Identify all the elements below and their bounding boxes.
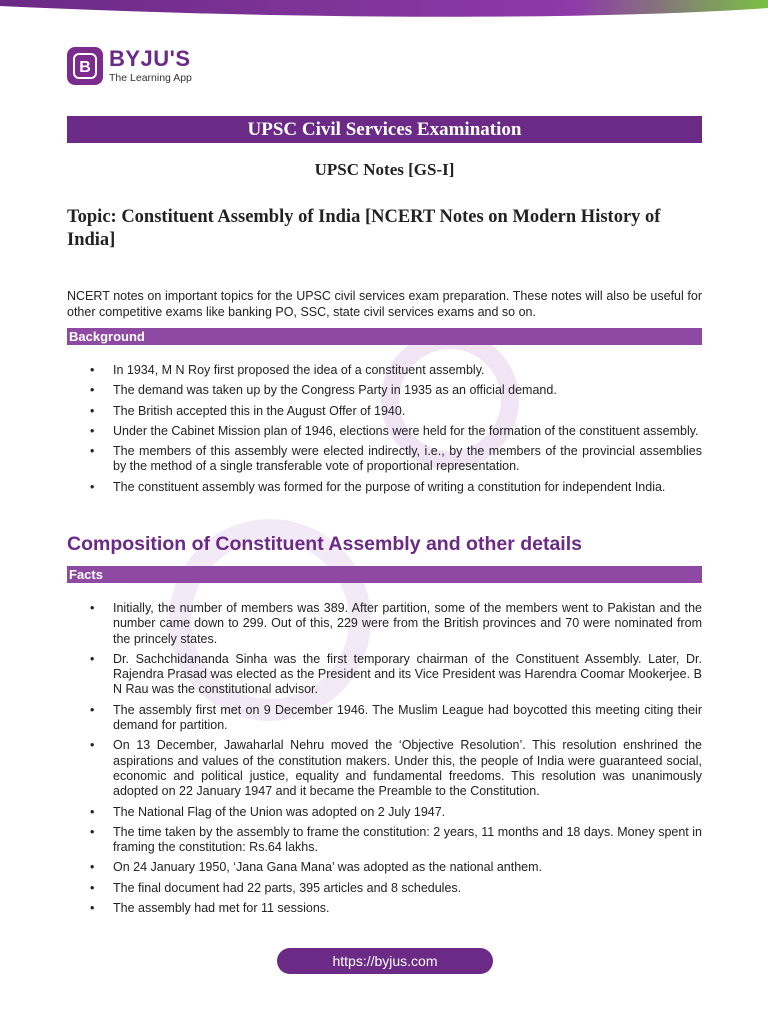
byjus-logo-mark: [67, 47, 103, 85]
list-item: • The constituent assembly was formed for the purpose of writing a constitution for independent India.: [90, 479, 666, 494]
exam-title-bar: UPSC Civil Services Examination: [67, 116, 702, 143]
brand-tagline: The Learning App: [109, 72, 192, 85]
notes-title: UPSC Notes [GS-I]: [314, 160, 455, 179]
list-item: • The British accepted this in the August Offer of 1940.: [90, 403, 406, 418]
list-item: • Under the Cabinet Mission plan of 1946, elections were held for the formation of the constituent assembly.: [90, 423, 699, 438]
list-item: • The assembly had met for 11 sessions.: [90, 901, 330, 916]
list-item: • Dr. Sachchidananda Sinha was the first temporary chairman of the Constituent Assembly. Later, Dr. Rajendra Prasad was elected as the President and its Vice President was Harendra Coomar Mookerjee. B N Rau was the constitutional advisor.: [90, 651, 702, 697]
list-item: • In 1934, M N Roy first proposed the idea of a constituent assembly.: [90, 363, 485, 377]
list-item: • The final document had 22 parts, 395 articles and 8 schedules.: [90, 880, 462, 895]
list-item: • Initially, the number of members was 389. After partition, some of the members went to Pakistan and the number came down to 299. Out of this, 229 were from the British provinces and 70 were nominated from the princely states.: [90, 601, 702, 646]
facts-list: [90, 601, 702, 921]
list-item: • On 24 January 1950, ‘Jana Gana Mana’ was adopted as the national anthem.: [90, 860, 542, 875]
svg-text:B: B: [79, 59, 91, 76]
brand-name: BYJU'S: [109, 46, 191, 72]
list-item: • On 13 December, Jawaharlal Nehru moved the ‘Objective Resolution’. This resolution enshrined the aspirations and values of the constitution makers. Under this, the people of India were guaranteed social, economic and political justice, equality and fundamental freedoms. This resolution was unanimously adopted on 22 January 1947 and it became the Preamble to the Constitution.: [90, 738, 702, 799]
list-item: • The demand was taken up by the Congress Party in 1935 as an official demand.: [90, 383, 557, 398]
topic-heading: Topic: Constituent Assembly of India [NCERT Notes on Modern History of India]: [67, 207, 661, 250]
intro-paragraph: NCERT notes on important topics for the UPSC civil services exam preparation. These notes will also be useful for other competitive exams like banking PO, SSC, state civil services exams and so on.: [67, 289, 702, 319]
list-item: • The members of this assembly were elected indirectly, i.e., by the members of the provincial assemblies by the method of a single transferable vote of proportional representation.: [90, 444, 702, 474]
byjus-b-icon: [72, 52, 98, 80]
footer-url-link[interactable]: https://byjus.com: [277, 948, 493, 974]
top-decorative-band: [0, 0, 768, 20]
composition-heading: Composition of Constituent Assembly and other details: [67, 533, 582, 555]
background-list: [90, 363, 702, 500]
byjus-logo: [67, 44, 192, 88]
list-item: • The assembly first met on 9 December 1946. The Muslim League had boycotted this meeting citing their demand for partition.: [90, 702, 702, 733]
list-item: • The time taken by the assembly to frame the constitution: 2 years, 11 months and 18 days. Money spent in framing the constitution: Rs.64 lakhs.: [90, 824, 702, 855]
background-section-bar: Background: [67, 328, 702, 345]
list-item: • The National Flag of the Union was adopted on 2 July 1947.: [90, 804, 446, 819]
facts-section-bar: Facts: [67, 566, 702, 583]
